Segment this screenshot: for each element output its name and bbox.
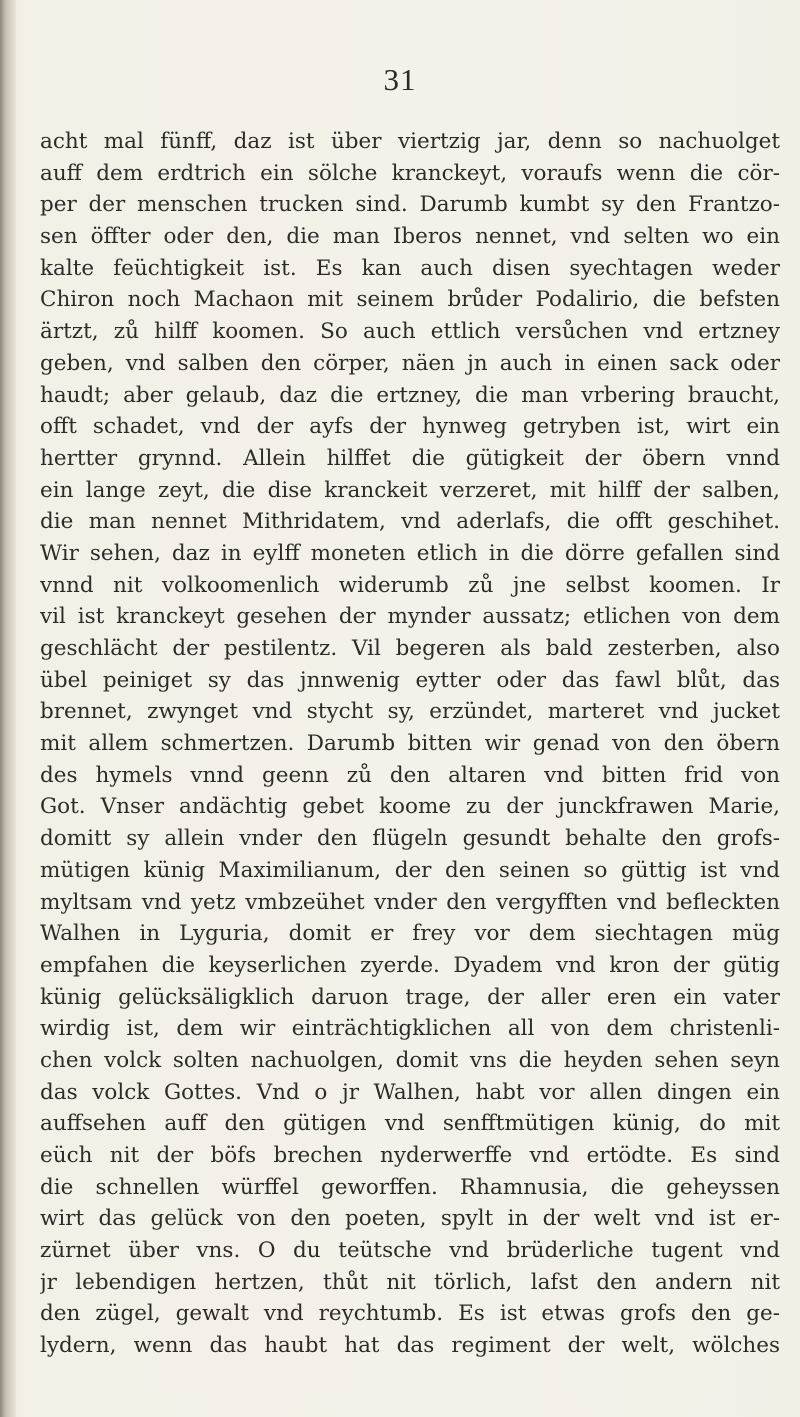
text-line: kalte feüchtigkeit ist. Es kan auch disen syechtagen weder [40,255,780,281]
text-line: lydern, wenn das haubt hat das regiment der welt, wölches [40,1333,780,1359]
text-line: myltsam vnd yetz vmbzeühet vnder den vergyfften vnd befleckten [40,889,780,915]
text-line: die schnellen würffel geworffen. Rhamnusia, die geheyssen [40,1174,780,1200]
text-line: übel peiniget sy das jnnwenig eytter oder das fawl blůt, das [40,667,780,693]
text-line: Walhen in Lyguria, domit er frey vor dem siechtagen müg [40,921,780,947]
text-line: hertter grynnd. Allein hilffet die gütigkeit der öbern vnnd [40,445,780,471]
text-line: sen öffter oder den, die man Iberos nennet, vnd selten wo ein [40,224,780,250]
text-line: Wir sehen, daz in eylff moneten etlich in die dörre gefallen sind [40,540,780,566]
text-line: auffsehen auff den gütigen vnd senfftmütigen künig, do mit [40,1111,780,1137]
text-line: wirt das gelück von den poeten, spylt in der welt vnd ist er- [40,1206,780,1232]
text-line: künig gelücksäligklich daruon trage, der aller eren ein vater [40,984,780,1010]
text-line: vnnd nit volkoomenlich widerumb zů jne selbst koomen. Ir [40,572,780,598]
text-line: Chiron noch Machaon mit seinem brůder Podalirio, die befsten [40,287,780,313]
text-line: des hymels vnnd geenn zů den altaren vnd bitten frid von [40,762,780,788]
text-line: wirdig ist, dem wir einträchtigklichen all von dem christenli- [40,1016,780,1042]
text-line: ein lange zeyt, die dise kranckeit verzeret, mit hilff der salben, [40,477,780,503]
text-line: das volck Gottes. Vnd o jr Walhen, habt vor allen dingen ein [40,1079,780,1105]
text-line: Got. Vnser andächtig gebet koome zu der junckfrawen Marie, [40,794,780,820]
body-text [40,126,780,1362]
text-line: empfahen die keyserlichen zyerde. Dyadem vnd kron der gütig [40,952,780,978]
text-line: geschlächt der pestilentz. Vil begeren als bald zesterben, also [40,636,780,661]
text-line: mit allem schmertzen. Darumb bitten wir genad von den öbern [40,731,780,757]
text-line: die man nennet Mithridatem, vnd aderlafs, die offt geschihet. [40,509,780,535]
text-line: eüch nit der böfs brechen nyderwerffe vnd ertödte. Es sind [40,1143,780,1168]
text-line: den zügel, gewalt vnd reychtumb. Es ist etwas grofs den ge- [40,1301,780,1327]
text-line: haudt; aber gelaub, daz die ertzney, die man vrbering braucht, [40,382,780,408]
text-line: mütigen künig Maximilianum, der den seinen so güttig ist vnd [40,857,780,883]
text-line: brennet, zwynget vnd stycht sy, erzündet, marteret vnd jucket [40,699,780,725]
text-line: zürnet über vns. O du teütsche vnd brüderliche tugent vnd [40,1238,780,1264]
text-line: vil ist kranckeyt gesehen der mynder aussatz; etlichen von dem [40,604,780,630]
book-spine-shadow [0,0,16,1417]
text-line: geben, vnd salben den cörper, näen jn auch in einen sack oder [40,350,780,376]
text-line: acht mal fünff, daz ist über viertzig jar, denn so nachuolget [40,129,780,154]
text-line: auff dem erdtrich ein sölche kranckeyt, voraufs wenn die cör- [40,160,780,186]
text-line: jr lebendigen hertzen, thůt nit törlich, lafst den andern nit [40,1269,780,1295]
text-line: ärtzt, zů hilff koomen. So auch ettlich versůchen vnd ertzney [40,319,780,345]
text-line: offt schadet, vnd der ayfs der hynweg getryben ist, wirt ein [40,414,780,440]
text-line: domitt sy allein vnder den flügeln gesundt behalte den grofs- [40,826,780,852]
page-number: 31 [383,62,417,97]
text-line: chen volck solten nachuolgen, domit vns die heyden sehen seyn [40,1047,780,1073]
text-line: per der menschen trucken sind. Darumb kumbt sy den Frantzo- [40,192,780,218]
